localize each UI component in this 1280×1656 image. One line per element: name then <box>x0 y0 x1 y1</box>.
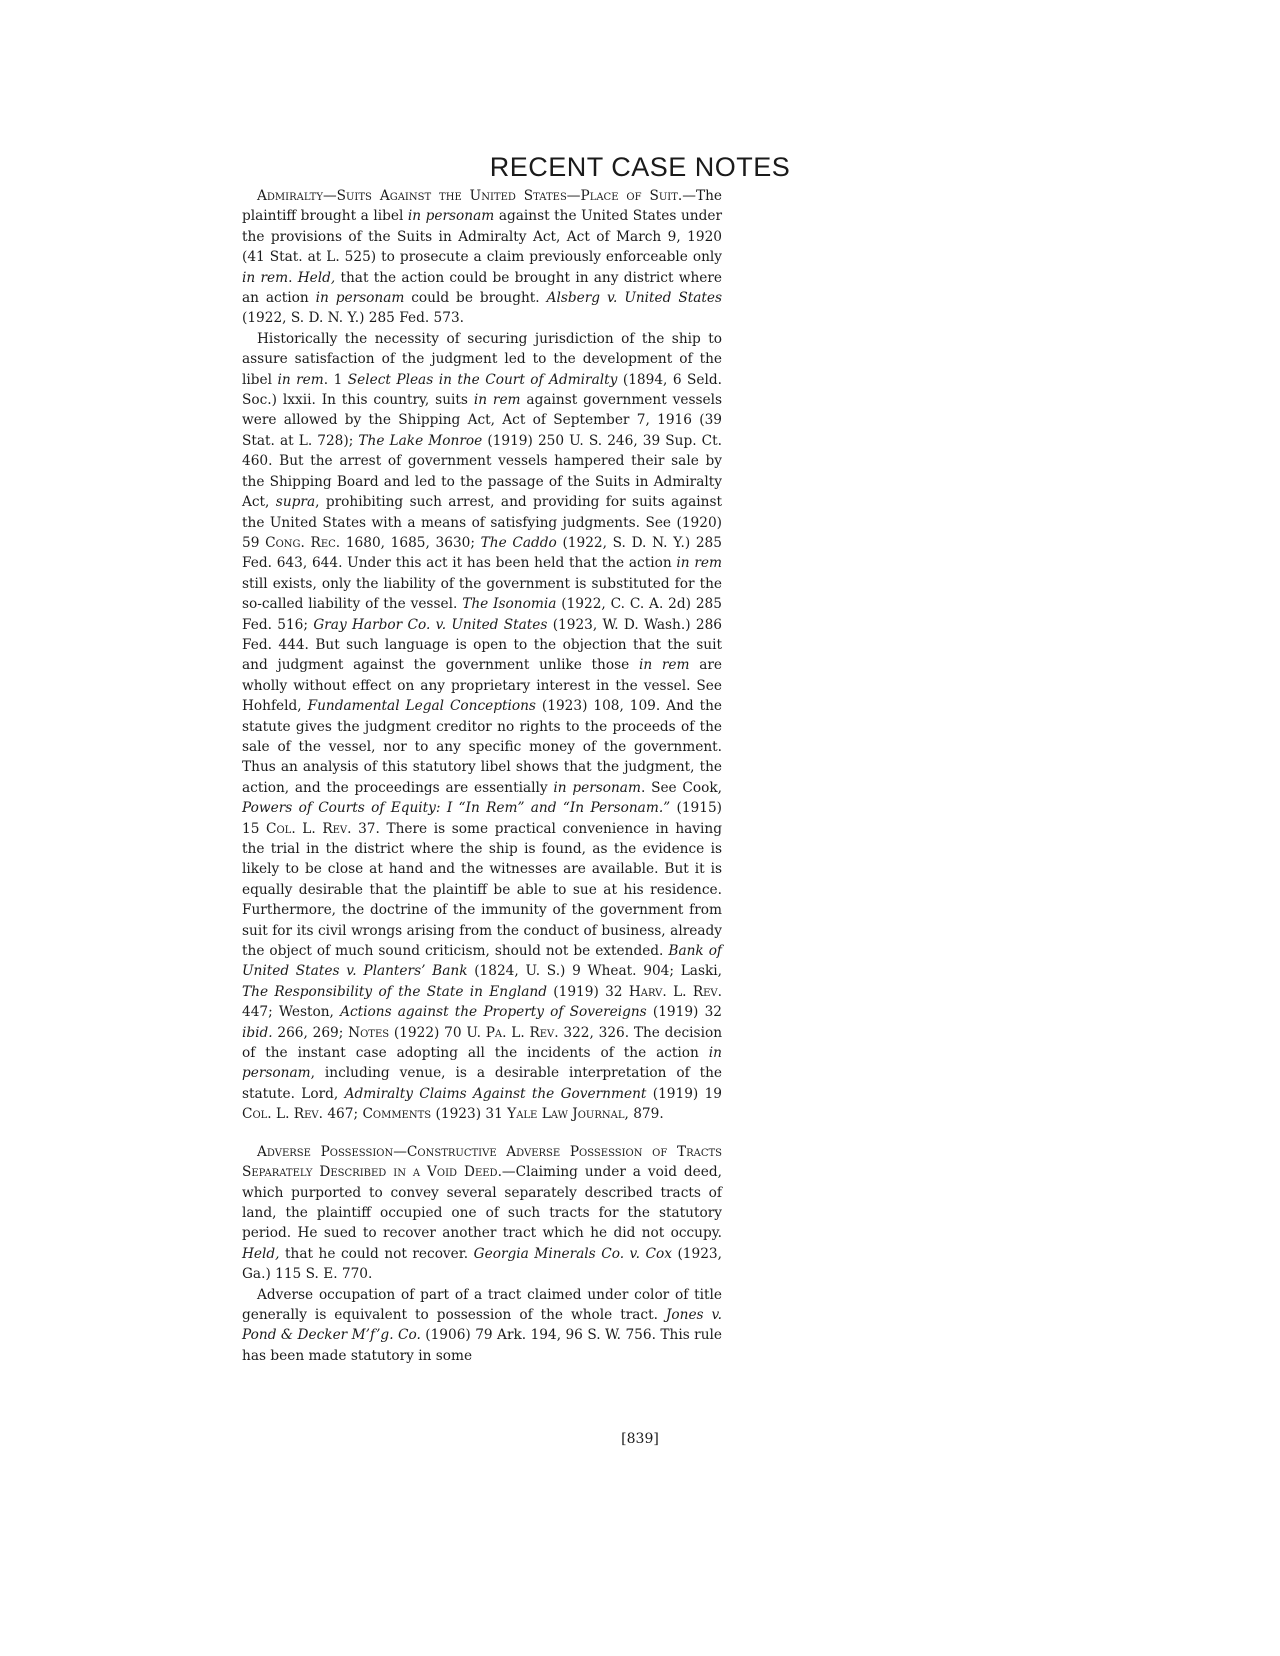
case-note-heading: Adverse Possession—Constructive Adverse Possession of Tracts Separately Described in a Void Deed. <box>242 1143 722 1181</box>
case-note-adverse-possession-summary: Adverse Possession—Constructive Adverse Possession of Tracts Separately Described in a Void Deed.—Claiming under a void deed, which purported to convey several separately described tracts of land, the plaintiff occupied one of such tracts for the statutory period. He sued to recover another tract which he did not occupy. Held, that he could not recover. Georgia Minerals Co. v. Cox (1923, Ga.) 115 S. E. 770. <box>242 1143 722 1283</box>
case-note-admiralty-summary: Admiralty—Suits Against the United States—Place of Suit.—The plaintiff brought a libel in personam against the United States under the provisions of the Suits in Admiralty Act, Act of March 9, 1920 (41 Stat. at L. 525) to prosecute a claim previously enforceable only in rem. Held, that the action could be brought in any district where an action in personam could be brought. Alsberg v. United States (1922, S. D. N. Y.) 285 Fed. 573. <box>242 188 723 327</box>
case-note-adverse-possession-comment: Adverse occupation of part of a tract claimed under color of title generally is equivalent to possession of the whole tract. Jones v. Pond & Decker M’f’g. Co. (1906) 79 Ark. 194, 96 S. W. 756. This rule has been made statutory in some <box>242 1286 722 1364</box>
page-number: [839] <box>621 1431 659 1447</box>
case-notes-column <box>242 186 722 1366</box>
page-title: RECENT CASE NOTES <box>489 152 791 182</box>
case-note-admiralty-comment: Historically the necessity of securing jurisdiction of the ship to assure satisfaction of the judgment led to the development of the libel in rem. 1 Select Pleas in the Court of Admiralty (1894, 6 Seld. Soc.) lxxii. In this country, suits in rem against government vessels were allowed by the Shipping Act, Act of September 7, 1916 (39 Stat. at L. 728); The Lake Monroe (1919) 250 U. S. 246, 39 Sup. Ct. 460. But the arrest of government vessels hampered their sale by the Shipping Board and led to the passage of the Suits in Admiralty Act, supra, prohibiting such arrest, and providing for suits against the United States with a means of satisfying judgments. See (1920) 59 Cong. Rec. 1680, 1685, 3630; The Caddo (1922, S. D. N. Y.) 285 Fed. 643, 644. Under this act it has been held that the action in rem still exists, only the liability of the government is substituted for the so-called liability of the vessel. The Isonomia (1922, C. C. A. 2d) 285 Fed. 516; Gray Harbor Co. v. United States (1923, W. D. Wash.) 286 Fed. 444. But such language is open to the objection that the suit and judgment against the government unlike those in rem are wholly without effect on any proprietary interest in the vessel. See Hohfeld, Fundamental Legal Conceptions (1923) 108, 109. And the statute gives the judgment creditor no rights to the proceeds of the sale of the vessel, nor to any specific money of the government. Thus an analysis of this statutory libel shows that the judgment, the action, and the proceedings are essentially in personam. See Cook, Powers of Courts of Equity: I “In Rem” and “In Personam.” (1915) 15 Col. L. Rev. 37. There is some practical convenience in having the trial in the district where the ship is found, as the evidence is likely to be close at hand and the witnesses are available. But it is equally desirable that the plaintiff be able to sue at his residence. Furthermore, the doctrine of the immunity of the government from suit for its civil wrongs arising from the conduct of business, already the object of much sound criticism, should not be extended. Bank of United States v. Planters’ Bank (1824, U. S.) 9 Wheat. 904; Laski, The Responsibility of the State in England (1919) 32 Harv. L. Rev. 447; Weston, Actions against the Property of Sovereigns (1919) 32 ibid. 266, 269; Notes (1922) 70 U. Pa. L. Rev. 322, 326. The decision of the instant case adopting all the incidents of the action in personam, including venue, is a desirable interpretation of the statute. Lord, Admiralty Claims Against the Government (1919) 19 Col. L. Rev. 467; Comments (1923) 31 Yale Law Journal, 879. <box>242 330 723 1123</box>
case-note-heading: Admiralty—Suits Against the United States—Place of Suit. <box>257 188 683 204</box>
